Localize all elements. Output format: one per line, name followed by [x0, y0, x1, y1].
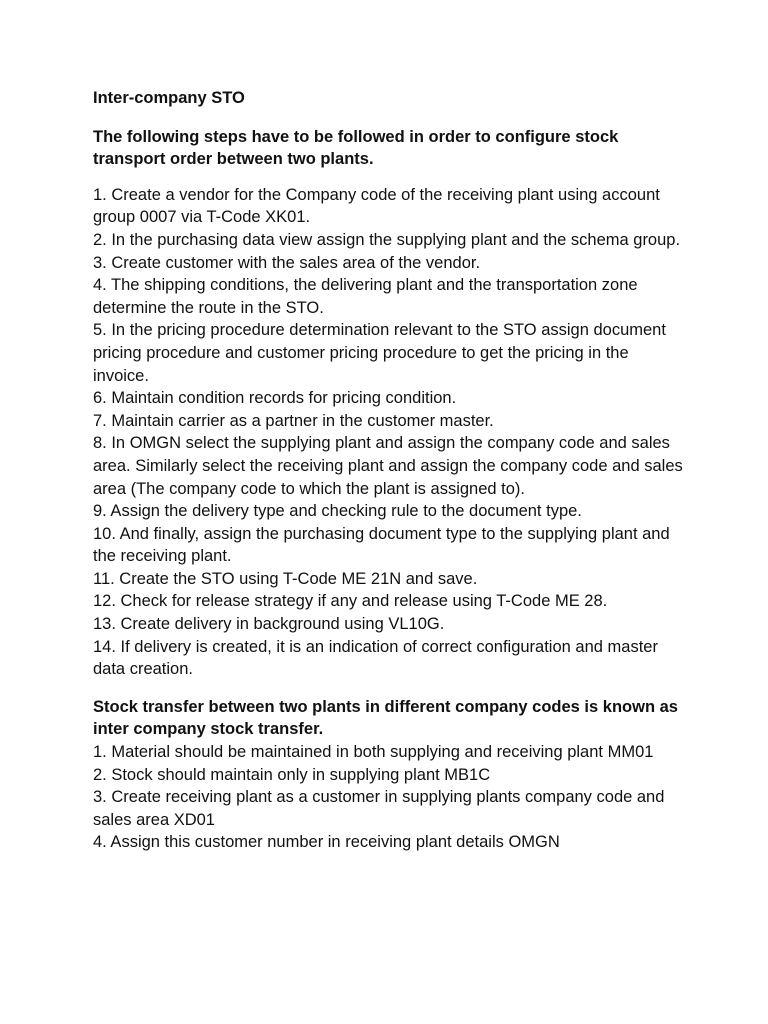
section2-step-item: 3. Create receiving plant as a customer in supplying plants company code and sales area XD01: [93, 788, 665, 829]
step-item: 5. In the pricing procedure determination relevant to the STO assign document pricing procedure and customer pricing procedure to get the pricing in the invoice.: [93, 321, 666, 385]
step-item: 3. Create customer with the sales area of the vendor.: [93, 253, 481, 272]
step-item: 12. Check for release strategy if any and release using T-Code ME 28.: [93, 592, 608, 611]
configuration-steps: [93, 184, 688, 681]
section2-steps: [93, 741, 688, 854]
section2-step-item: 4. Assign this customer number in receiving plant details OMGN: [93, 833, 560, 852]
intro-heading: The following steps have to be followed in order to configure stock transport order between two plants.: [93, 127, 619, 169]
step-item: 11. Create the STO using T-Code ME 21N and save.: [93, 569, 478, 588]
step-item: 10. And finally, assign the purchasing document type to the supplying plant and the receiving plant.: [93, 524, 670, 566]
step-item: 9. Assign the delivery type and checking rule to the document type.: [93, 502, 582, 521]
step-item: 2. In the purchasing data view assign the supplying plant and the schema group.: [93, 230, 681, 249]
section2-step-item: 2. Stock should maintain only in supplying plant MB1C: [93, 765, 491, 784]
step-item: 4. The shipping conditions, the delivering plant and the transportation zone determine the route in the STO.: [93, 276, 638, 317]
section2-step-item: 1. Material should be maintained in both supplying and receiving plant MM01: [93, 743, 654, 762]
step-item: 14. If delivery is created, it is an indication of correct configuration and master data creation.: [93, 637, 658, 679]
section2-heading: Stock transfer between two plants in different company codes is known as inter company stock transfer.: [93, 697, 678, 739]
step-item: 13. Create delivery in background using VL10G.: [93, 615, 445, 634]
step-item: 6. Maintain condition records for pricing condition.: [93, 389, 457, 408]
step-item: 7. Maintain carrier as a partner in the customer master.: [93, 411, 494, 430]
document-title: Inter-company STO: [93, 89, 245, 107]
step-item: 1. Create a vendor for the Company code of the receiving plant using account group 0007 via T-Code XK01.: [93, 185, 660, 227]
step-item: 8. In OMGN select the supplying plant and assign the company code and sales area. Similarly select the receiving plant and assign the company code and sales area (The company code to which the plant is assigned to).: [93, 434, 683, 498]
